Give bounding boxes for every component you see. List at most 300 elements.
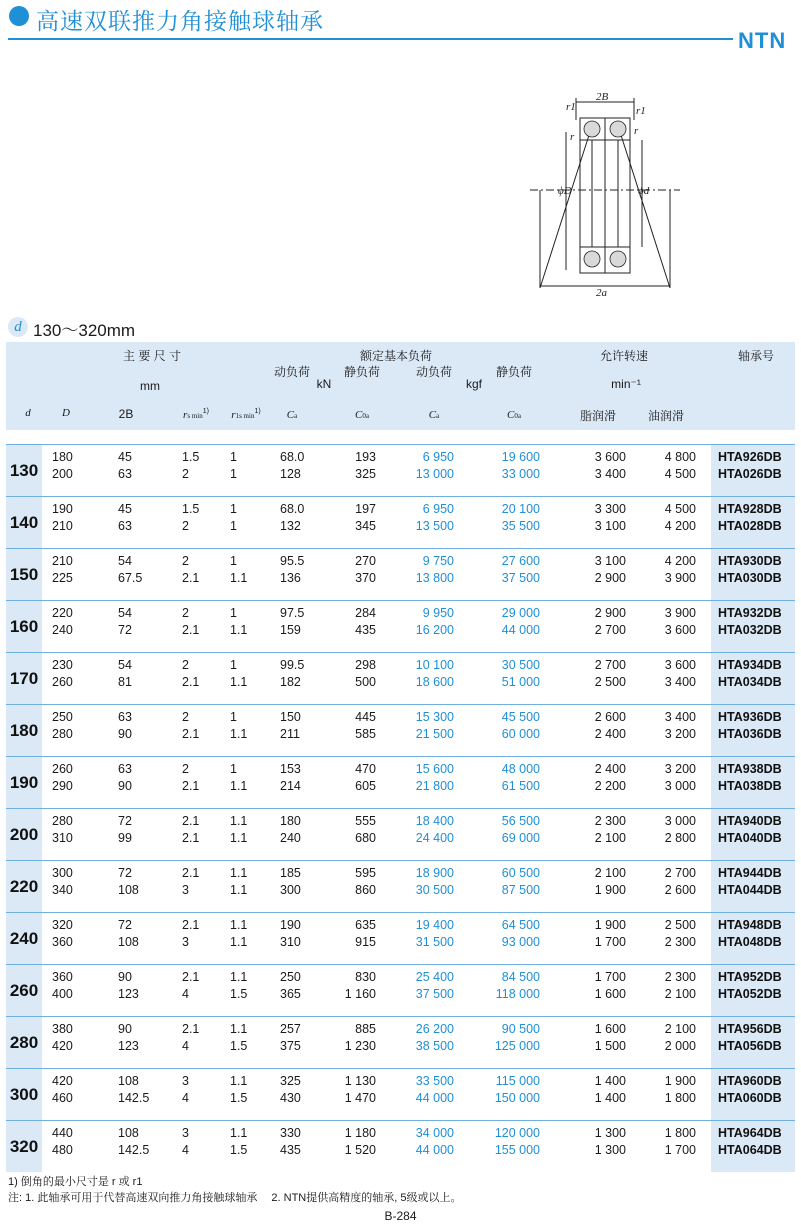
- col-c0a-kn: C0a: [355, 409, 369, 421]
- bearing-number: HTA940DB: [718, 814, 782, 828]
- table-cell: 4: [182, 1091, 189, 1105]
- table-cell: 1.1: [230, 1126, 248, 1140]
- table-cell: 595: [355, 866, 376, 880]
- table-cell: 320: [52, 918, 73, 932]
- table-cell: 33 000: [501, 467, 540, 481]
- footnote-chamfer: 1) 倒角的最小尺寸是 r 或 r1: [8, 1176, 143, 1188]
- table-cell: 20 100: [501, 502, 540, 516]
- table-cell: 420: [52, 1039, 73, 1053]
- row-group-180: [6, 704, 795, 756]
- table-cell: 84 500: [501, 970, 540, 984]
- table-cell: 1 130: [344, 1074, 376, 1088]
- table-cell: 4: [182, 1143, 189, 1157]
- table-cell: 2 900: [594, 606, 626, 620]
- bore-diameter-cell: 190: [6, 757, 42, 808]
- dynamic-kgf-heading: 动负荷: [415, 365, 453, 379]
- row-group-160: [6, 600, 795, 652]
- bearing-number: HTA926DB: [718, 450, 782, 464]
- table-cell: 2.1: [182, 675, 200, 689]
- table-cell: 885: [355, 1022, 376, 1036]
- table-cell: 15 300: [415, 710, 454, 724]
- table-cell: 284: [355, 606, 376, 620]
- group-separator: [6, 756, 795, 757]
- table-cell: 260: [52, 762, 73, 776]
- group-separator: [6, 1120, 795, 1121]
- table-cell: 1.1: [230, 1074, 248, 1088]
- title-rule: [8, 38, 733, 40]
- table-cell: 2.1: [182, 866, 200, 880]
- table-cell: 300: [52, 866, 73, 880]
- table-cell: 142.5: [118, 1143, 150, 1157]
- table-cell: 1 160: [344, 987, 376, 1001]
- table-cell: 34 000: [415, 1126, 454, 1140]
- r-left-label: r: [570, 131, 575, 143]
- table-cell: 2.1: [182, 779, 200, 793]
- table-cell: 1 180: [344, 1126, 376, 1140]
- col-c0a-kgf: C0a: [507, 409, 521, 421]
- bearing-number: HTA028DB: [718, 519, 782, 533]
- group-separator: [6, 1068, 795, 1069]
- table-cell: 37 500: [415, 987, 454, 1001]
- col-D: D: [62, 407, 70, 419]
- table-cell: 2 000: [664, 1039, 696, 1053]
- load-ratings-heading: 额定基本负荷: [359, 349, 433, 363]
- table-cell: 1: [230, 502, 237, 516]
- group-separator: [6, 496, 795, 497]
- table-cell: 54: [118, 658, 132, 672]
- table-cell: 1 520: [344, 1143, 376, 1157]
- table-cell: 860: [355, 883, 376, 897]
- table-cell: 13 000: [415, 467, 454, 481]
- table-cell: 3 100: [594, 519, 626, 533]
- table-cell: 3 000: [664, 779, 696, 793]
- unit-kgf: kgf: [465, 377, 483, 391]
- table-cell: 635: [355, 918, 376, 932]
- table-cell: 2 700: [594, 623, 626, 637]
- table-cell: 90 500: [501, 1022, 540, 1036]
- table-cell: 3 400: [594, 467, 626, 481]
- table-cell: 2 100: [594, 866, 626, 880]
- table-cell: 1.1: [230, 866, 248, 880]
- table-cell: 60 000: [501, 727, 540, 741]
- table-cell: 108: [118, 1126, 139, 1140]
- table-cell: 250: [52, 710, 73, 724]
- table-cell: 45 500: [501, 710, 540, 724]
- bearing-number: HTA036DB: [718, 727, 782, 741]
- table-cell: 2 800: [664, 831, 696, 845]
- main-dims-unit: mm: [140, 379, 160, 393]
- table-cell: 2.1: [182, 970, 200, 984]
- table-cell: 67.5: [118, 571, 143, 585]
- group-separator: [6, 1016, 795, 1017]
- table-cell: 430: [280, 1091, 301, 1105]
- table-cell: 1: [230, 762, 237, 776]
- table-cell: 1: [230, 519, 237, 533]
- table-cell: 51 000: [501, 675, 540, 689]
- table-cell: 345: [355, 519, 376, 533]
- group-separator: [6, 444, 795, 445]
- table-cell: 63: [118, 710, 132, 724]
- table-cell: 1.1: [230, 779, 248, 793]
- bearing-cross-section-diagram: [530, 90, 690, 300]
- table-cell: 1.5: [230, 1143, 248, 1157]
- table-cell: 1.1: [230, 918, 248, 932]
- row-group-320: [6, 1120, 795, 1172]
- static-kgf-heading: 静负荷: [495, 365, 533, 379]
- table-cell: 2 700: [594, 658, 626, 672]
- table-cell: 2 300: [664, 935, 696, 949]
- table-cell: 99.5: [280, 658, 305, 672]
- table-cell: 435: [280, 1143, 301, 1157]
- table-cell: 915: [355, 935, 376, 949]
- row-group-170: [6, 652, 795, 704]
- group-separator: [6, 912, 795, 913]
- bore-diameter-cell: 240: [6, 913, 42, 964]
- table-cell: 31 500: [415, 935, 454, 949]
- table-cell: 1 600: [594, 1022, 626, 1036]
- table-cell: 3 600: [664, 623, 696, 637]
- table-cell: 220: [52, 606, 73, 620]
- row-group-200: [6, 808, 795, 860]
- bore-diameter-cell: 180: [6, 705, 42, 756]
- table-cell: 19 400: [415, 918, 454, 932]
- table-cell: 360: [52, 935, 73, 949]
- table-cell: 3 100: [594, 554, 626, 568]
- bearing-number: HTA030DB: [718, 571, 782, 585]
- row-group-190: [6, 756, 795, 808]
- bearing-number: HTA944DB: [718, 866, 782, 880]
- table-cell: 90: [118, 727, 132, 741]
- table-cell: 2.1: [182, 831, 200, 845]
- row-group-240: [6, 912, 795, 964]
- table-cell: 150 000: [494, 1091, 540, 1105]
- bearing-number: HTA040DB: [718, 831, 782, 845]
- table-cell: 9 950: [422, 606, 454, 620]
- table-cell: 13 800: [415, 571, 454, 585]
- table-cell: 4 500: [664, 467, 696, 481]
- table-cell: 230: [52, 658, 73, 672]
- load-center-label: 2a: [596, 287, 607, 299]
- table-cell: 155 000: [494, 1143, 540, 1157]
- bearing-number: HTA928DB: [718, 502, 782, 516]
- table-cell: 2: [182, 710, 189, 724]
- table-cell: 2 100: [664, 987, 696, 1001]
- table-cell: 1 230: [344, 1039, 376, 1053]
- table-cell: 370: [355, 571, 376, 585]
- table-cell: 128: [280, 467, 301, 481]
- page-title: 高速双联推力角接触球轴承: [36, 8, 324, 34]
- table-cell: 2 300: [594, 814, 626, 828]
- bearing-number: HTA952DB: [718, 970, 782, 984]
- bearing-number: HTA052DB: [718, 987, 782, 1001]
- table-cell: 4 800: [664, 450, 696, 464]
- table-cell: 2 400: [594, 762, 626, 776]
- table-cell: 180: [52, 450, 73, 464]
- table-cell: 15 600: [415, 762, 454, 776]
- row-group-150: [6, 548, 795, 600]
- bore-diameter-cell: 150: [6, 549, 42, 600]
- table-cell: 30 500: [501, 658, 540, 672]
- table-cell: 90: [118, 970, 132, 984]
- table-cell: 24 400: [415, 831, 454, 845]
- table-cell: 63: [118, 467, 132, 481]
- table-cell: 2 500: [664, 918, 696, 932]
- table-cell: 193: [355, 450, 376, 464]
- outer-diameter-label: ϕD: [558, 185, 572, 197]
- table-cell: 159: [280, 623, 301, 637]
- footnote-notes: 注: 1. 此轴承可用于代替高速双向推力角接触球轴承 2. NTN提供高精度的轴承, 5级或以上。: [8, 1192, 462, 1204]
- table-cell: 1 700: [664, 1143, 696, 1157]
- group-separator: [6, 964, 795, 965]
- table-cell: 211: [280, 727, 300, 741]
- table-cell: 400: [52, 987, 73, 1001]
- table-cell: 1 400: [594, 1074, 626, 1088]
- row-group-260: [6, 964, 795, 1016]
- page-number: B-284: [384, 1209, 417, 1223]
- table-cell: 2 600: [664, 883, 696, 897]
- bore-diameter-cell: 300: [6, 1069, 42, 1120]
- table-cell: 2: [182, 519, 189, 533]
- table-cell: 6 950: [422, 502, 454, 516]
- ntn-logo: NTN: [738, 28, 787, 53]
- table-cell: 1.5: [182, 450, 200, 464]
- table-cell: 280: [52, 814, 73, 828]
- table-cell: 1.1: [230, 1022, 248, 1036]
- table-cell: 45: [118, 502, 132, 516]
- bore-diameter-cell: 130: [6, 445, 42, 496]
- range-text: 130～320mm: [33, 321, 136, 340]
- bearing-number-heading: 轴承号: [737, 349, 775, 363]
- table-cell: 260: [52, 675, 73, 689]
- row-group-280: [6, 1016, 795, 1068]
- table-cell: 325: [355, 467, 376, 481]
- table-cell: 190: [280, 918, 301, 932]
- table-cell: 38 500: [415, 1039, 454, 1053]
- table-cell: 1 800: [664, 1091, 696, 1105]
- table-cell: 380: [52, 1022, 73, 1036]
- col-ca-kn: Ca: [286, 409, 298, 421]
- table-cell: 81: [118, 675, 132, 689]
- bearing-number: HTA948DB: [718, 918, 782, 932]
- bearing-number: HTA064DB: [718, 1143, 782, 1157]
- bearing-number: HTA056DB: [718, 1039, 782, 1053]
- table-cell: 1.1: [230, 675, 248, 689]
- table-cell: 1.1: [230, 571, 248, 585]
- bearing-number: HTA048DB: [718, 935, 782, 949]
- table-cell: 1: [230, 658, 237, 672]
- table-cell: 185: [280, 866, 301, 880]
- table-cell: 3: [182, 883, 189, 897]
- table-cell: 108: [118, 935, 139, 949]
- table-cell: 6 950: [422, 450, 454, 464]
- table-cell: 63: [118, 762, 132, 776]
- table-cell: 180: [280, 814, 301, 828]
- table-cell: 54: [118, 606, 132, 620]
- dim-2b-label: 2B: [596, 91, 609, 103]
- table-cell: 298: [355, 658, 376, 672]
- table-cell: 27 600: [501, 554, 540, 568]
- bearing-number: HTA038DB: [718, 779, 782, 793]
- bore-diameter-cell: 200: [6, 809, 42, 860]
- table-cell: 44 000: [501, 623, 540, 637]
- table-cell: 1: [230, 467, 237, 481]
- table-cell: 21 800: [415, 779, 454, 793]
- bore-diameter-cell: 140: [6, 497, 42, 548]
- table-cell: 61 500: [501, 779, 540, 793]
- bearing-number: HTA032DB: [718, 623, 782, 637]
- table-cell: 280: [52, 727, 73, 741]
- table-cell: 605: [355, 779, 376, 793]
- table-cell: 2 700: [664, 866, 696, 880]
- speed-unit: min⁻¹: [611, 377, 641, 391]
- range-symbol: d: [14, 319, 22, 335]
- group-separator: [6, 600, 795, 601]
- table-cell: 1.1: [230, 727, 248, 741]
- table-cell: 1 900: [594, 883, 626, 897]
- table-cell: 68.0: [280, 450, 305, 464]
- table-cell: 1.5: [230, 1091, 248, 1105]
- table-cell: 44 000: [415, 1091, 454, 1105]
- table-cell: 2.1: [182, 918, 200, 932]
- table-cell: 1 900: [594, 918, 626, 932]
- table-cell: 54: [118, 554, 132, 568]
- table-cell: 3 000: [664, 814, 696, 828]
- table-cell: 4 200: [664, 519, 696, 533]
- table-cell: 72: [118, 918, 132, 932]
- table-cell: 13 500: [415, 519, 454, 533]
- table-cell: 120 000: [494, 1126, 540, 1140]
- table-cell: 270: [355, 554, 376, 568]
- table-header: [6, 342, 795, 430]
- table-cell: 56 500: [501, 814, 540, 828]
- table-cell: 1.1: [230, 814, 248, 828]
- row-group-130: [6, 444, 795, 496]
- col-grease: 脂润滑: [579, 409, 617, 423]
- bearing-number: HTA044DB: [718, 883, 782, 897]
- table-cell: 2 500: [594, 675, 626, 689]
- table-cell: 375: [280, 1039, 301, 1053]
- table-cell: 2 100: [664, 1022, 696, 1036]
- table-cell: 182: [280, 675, 301, 689]
- table-cell: 240: [280, 831, 301, 845]
- table-cell: 2.1: [182, 814, 200, 828]
- table-cell: 123: [118, 987, 139, 1001]
- table-cell: 460: [52, 1091, 73, 1105]
- table-cell: 64 500: [501, 918, 540, 932]
- table-cell: 420: [52, 1074, 73, 1088]
- table-cell: 1 500: [594, 1039, 626, 1053]
- table-cell: 555: [355, 814, 376, 828]
- table-cell: 2: [182, 658, 189, 672]
- bore-diameter-cell: 170: [6, 653, 42, 704]
- table-cell: 97.5: [280, 606, 305, 620]
- speed-heading: 允许转速: [599, 349, 649, 363]
- table-cell: 26 200: [415, 1022, 454, 1036]
- table-cell: 1.1: [230, 970, 248, 984]
- table-cell: 2.1: [182, 727, 200, 741]
- table-cell: 2: [182, 554, 189, 568]
- table-cell: 37 500: [501, 571, 540, 585]
- table-cell: 210: [52, 519, 73, 533]
- table-cell: 150: [280, 710, 301, 724]
- table-cell: 90: [118, 779, 132, 793]
- table-cell: 210: [52, 554, 73, 568]
- table-cell: 3 400: [664, 675, 696, 689]
- table-cell: 1.1: [230, 623, 248, 637]
- table-cell: 2 100: [594, 831, 626, 845]
- table-cell: 25 400: [415, 970, 454, 984]
- table-cell: 2.1: [182, 1022, 200, 1036]
- table-cell: 1.1: [230, 831, 248, 845]
- table-cell: 3: [182, 1074, 189, 1088]
- bearing-number: HTA936DB: [718, 710, 782, 724]
- bearing-number: HTA932DB: [718, 606, 782, 620]
- table-cell: 197: [355, 502, 376, 516]
- table-cell: 3 200: [664, 762, 696, 776]
- table-cell: 10 100: [415, 658, 454, 672]
- bore-diameter-cell: 320: [6, 1121, 42, 1172]
- table-cell: 29 000: [501, 606, 540, 620]
- table-cell: 470: [355, 762, 376, 776]
- table-cell: 99: [118, 831, 132, 845]
- table-cell: 3 200: [664, 727, 696, 741]
- table-cell: 30 500: [415, 883, 454, 897]
- table-cell: 33 500: [415, 1074, 454, 1088]
- table-cell: 4 200: [664, 554, 696, 568]
- table-cell: 4: [182, 1039, 189, 1053]
- table-cell: 16 200: [415, 623, 454, 637]
- table-cell: 44 000: [415, 1143, 454, 1157]
- table-cell: 18 600: [415, 675, 454, 689]
- bearing-number: HTA956DB: [718, 1022, 782, 1036]
- table-cell: 9 750: [422, 554, 454, 568]
- bore-diameter-cell: 220: [6, 861, 42, 912]
- table-cell: 93 000: [501, 935, 540, 949]
- col-oil: 油润滑: [647, 409, 685, 423]
- dynamic-kn-heading: 动负荷: [273, 365, 311, 379]
- table-cell: 2 200: [594, 779, 626, 793]
- static-kn-heading: 静负荷: [343, 365, 381, 379]
- group-separator: [6, 548, 795, 549]
- table-cell: 72: [118, 866, 132, 880]
- table-cell: 250: [280, 970, 301, 984]
- table-cell: 330: [280, 1126, 301, 1140]
- table-cell: 18 900: [415, 866, 454, 880]
- bearing-number: HTA034DB: [718, 675, 782, 689]
- table-cell: 585: [355, 727, 376, 741]
- table-cell: 1 470: [344, 1091, 376, 1105]
- bearing-number: HTA060DB: [718, 1091, 782, 1105]
- col-2B: 2B: [118, 407, 134, 421]
- bore-diameter-cell: 280: [6, 1017, 42, 1068]
- table-cell: 1.1: [230, 883, 248, 897]
- table-cell: 48 000: [501, 762, 540, 776]
- bearing-number: HTA930DB: [718, 554, 782, 568]
- group-separator: [6, 704, 795, 705]
- table-cell: 3 600: [594, 450, 626, 464]
- table-cell: 60 500: [501, 866, 540, 880]
- table-cell: 1.5: [182, 502, 200, 516]
- row-group-220: [6, 860, 795, 912]
- table-cell: 2: [182, 762, 189, 776]
- table-cell: 200: [52, 467, 73, 481]
- bearing-number: HTA938DB: [718, 762, 782, 776]
- col-rs-min: rs $\min^{1)}$: [183, 408, 209, 421]
- table-cell: 1.5: [230, 1039, 248, 1053]
- bearing-number: HTA964DB: [718, 1126, 782, 1140]
- table-cell: 340: [52, 883, 73, 897]
- table-cell: 90: [118, 1022, 132, 1036]
